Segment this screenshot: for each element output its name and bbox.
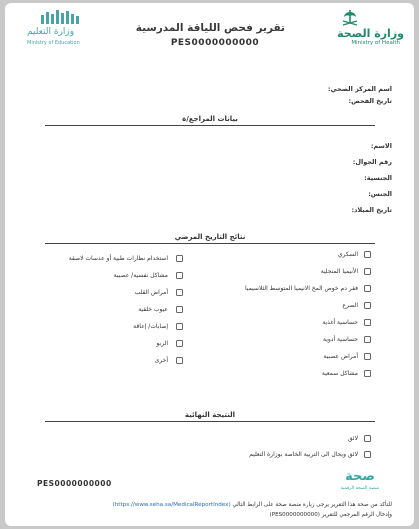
history-checkbox-epilepsy[interactable] [364, 302, 371, 309]
history-label-anemia: فقر دم خوص المخ الانيميا المتوسط الثلاسيميا [244, 285, 358, 292]
history-checkbox-disability[interactable] [176, 323, 183, 330]
section-divider [45, 125, 375, 126]
verification-reference: (PES0000000000) [269, 512, 320, 518]
exam-date-label: تاريخ الفحص: [348, 97, 392, 105]
history-label-sickle-cell: الأنيميا المنجلية [320, 268, 358, 275]
final-section-heading [45, 411, 375, 419]
history-checkbox-neurological[interactable] [364, 353, 371, 360]
history-checkbox-other[interactable] [176, 357, 183, 364]
result-label-fit: لائق [347, 435, 358, 442]
moh-emblem-icon [340, 9, 360, 29]
verification-note-line1 [113, 502, 392, 508]
history-label-diabetes: السكري [337, 251, 358, 258]
patient-gender-label: الجنس: [368, 190, 392, 198]
history-label-hearing: مشاكل سمعية [321, 370, 358, 377]
patient-name-label: الاسم: [370, 142, 392, 150]
moh-logo-english: Ministry of Health [351, 40, 400, 46]
history-checkbox-anemia[interactable] [364, 285, 371, 292]
history-checkbox-congenital[interactable] [176, 306, 183, 313]
history-checkbox-food-allergy[interactable] [364, 319, 371, 326]
history-checkbox-asthma[interactable] [176, 340, 183, 347]
sehha-logo-caption: منصة الصحة الرقمية [340, 486, 379, 491]
section-divider [45, 421, 375, 422]
sehha-logo [323, 469, 381, 495]
history-checkbox-heart[interactable] [176, 289, 183, 296]
moe-logo-english: Ministry of Education [27, 40, 80, 46]
patient-section-title: بيانات المراجع/ة [182, 115, 238, 123]
history-checkbox-psychological[interactable] [176, 272, 183, 279]
history-section-heading [45, 233, 375, 241]
result-label-fit-special-ed: لائق ويحال الى التربية الخاصة بوزارة التعليم [249, 451, 358, 458]
history-label-epilepsy: الصرع [342, 302, 358, 309]
footer-reference-number: PES0000000000 [37, 479, 112, 488]
history-label-neurological: أمراض عصبية [323, 353, 358, 360]
result-checkbox-fit[interactable] [364, 435, 371, 442]
report-title: تقرير فحص اللياقة المدرسية [135, 22, 285, 34]
center-name-label: اسم المركز الصحي: [327, 85, 392, 93]
history-label-disability: إصابات/ إعاقة [133, 323, 168, 330]
moe-logo [23, 9, 98, 49]
history-checkbox-diabetes[interactable] [364, 251, 371, 258]
history-label-other: أخرى [154, 357, 168, 364]
history-label-drug-allergy: حساسية أدوية [323, 336, 358, 343]
moe-emblem-icon [39, 9, 83, 25]
patient-nationality-label: الجنسية: [364, 174, 392, 182]
patient-section-heading [45, 115, 375, 123]
history-checkbox-glasses[interactable] [176, 255, 183, 262]
verification-note-line2 [270, 512, 392, 518]
history-label-glasses: استخدام نظارات طبية أو عدسات لاصقة [68, 255, 168, 262]
history-section-title: نتائج التاريخ المرضي [174, 233, 246, 241]
history-label-asthma: الربو [156, 340, 168, 347]
section-divider [45, 243, 375, 244]
history-checkbox-hearing[interactable] [364, 370, 371, 377]
verification-link[interactable]: (https://www.seha.sa/MedicalReportIndex) [112, 502, 231, 508]
history-checkbox-drug-allergy[interactable] [364, 336, 371, 343]
sehha-logo-text: صحة [345, 469, 375, 484]
result-checkbox-fit-special-ed[interactable] [364, 451, 371, 458]
moe-logo-arabic: وزارة التعليم [27, 27, 75, 37]
verification-note-text2: وإدخال الرقم المرجعي للتقرير [321, 512, 392, 518]
verification-note-text: للتأكد من صحة هذا التقرير يرجى زيارة منصة صحة على الرابط التالي [232, 502, 392, 508]
patient-mobile-label: رقم الجوال: [352, 158, 392, 166]
history-label-congenital: عيوب خلقية [138, 306, 168, 313]
reference-number: PES0000000000 [170, 38, 260, 48]
final-section-title: النتيجة النهائية [184, 411, 236, 419]
patient-birthdate-label: تاريخ الميلاد: [351, 206, 392, 214]
moh-logo [332, 9, 404, 49]
moh-logo-arabic: وزارة الصحة [337, 27, 404, 40]
history-checkbox-sickle-cell[interactable] [364, 268, 371, 275]
history-label-heart: أمراض القلب [134, 289, 168, 296]
history-label-food-allergy: حساسية أغذية [322, 319, 358, 326]
report-page [5, 3, 414, 526]
history-label-psychological: مشاكل نفسية/ عصبية [113, 272, 168, 279]
